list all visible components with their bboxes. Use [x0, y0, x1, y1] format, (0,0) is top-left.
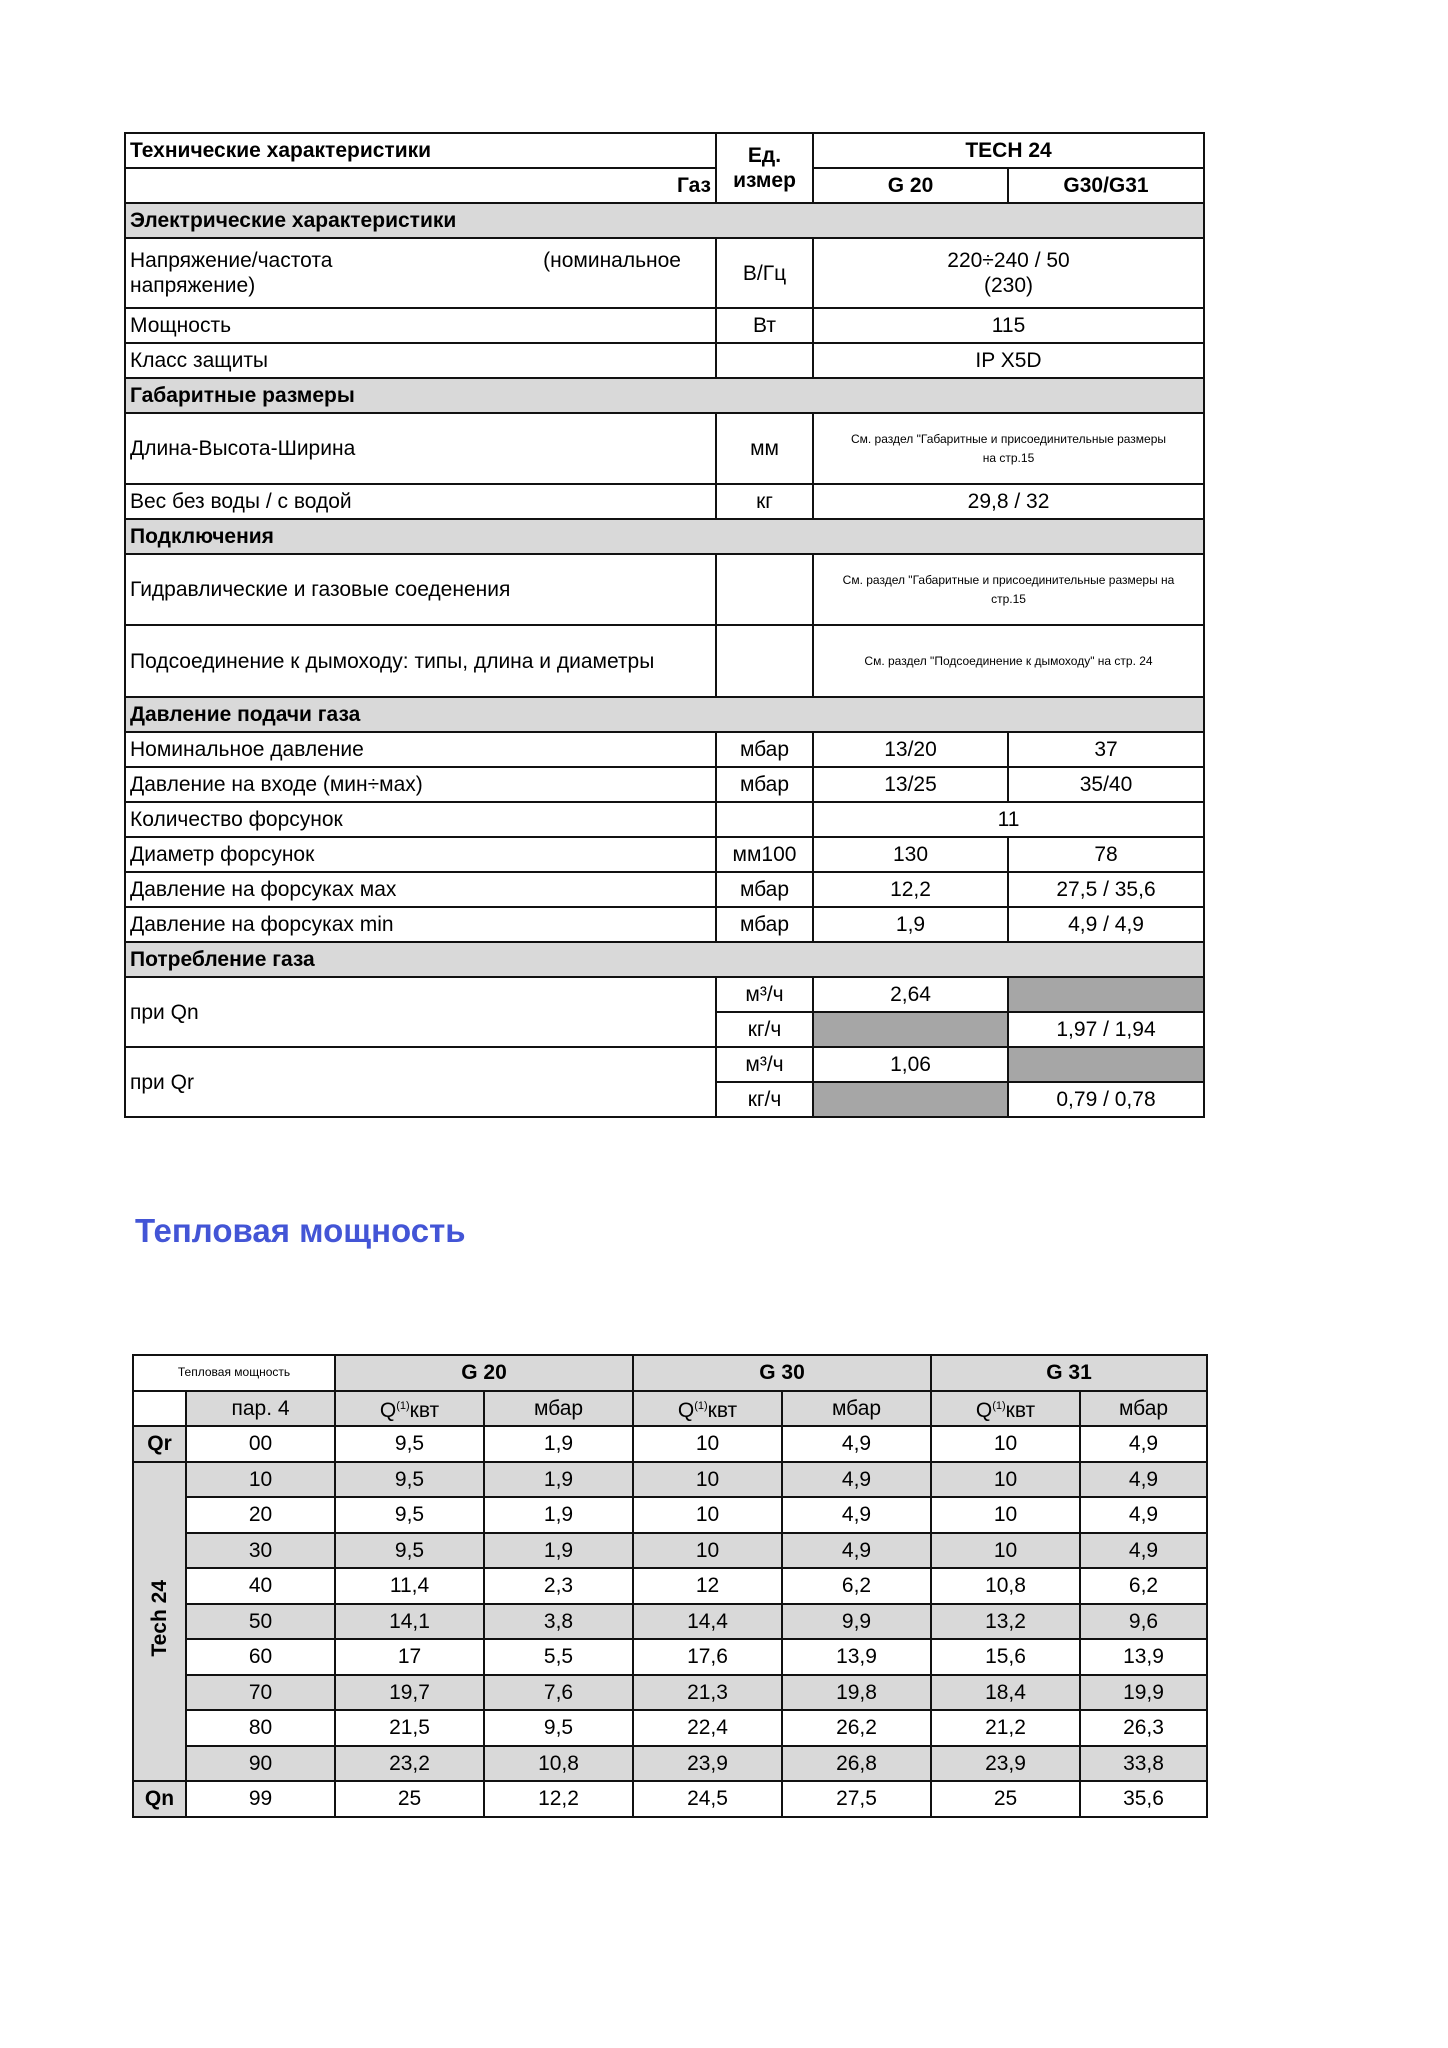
row-size-unit: мм: [716, 413, 813, 484]
voltage-label-c: напряжение): [130, 274, 256, 297]
row-qn-label: при Qn: [125, 977, 716, 1047]
heat-cell: 10: [931, 1462, 1080, 1498]
hydraulic-value-a: См. раздел "Габаритные и присоединительные размеры на: [842, 572, 1175, 587]
row-nozzles-unit: [716, 802, 813, 837]
heat-cell: 00: [186, 1426, 335, 1462]
heat-cell: 23,9: [633, 1746, 782, 1782]
heat-gas-g20: G 20: [335, 1355, 633, 1391]
heat-cell: 6,2: [1080, 1568, 1207, 1604]
heat-row: [133, 1426, 1207, 1462]
row-qn-g20-empty: [813, 1012, 1008, 1047]
row-hydraulic-value: [813, 554, 1204, 625]
row-voltage-label: [125, 238, 716, 308]
heat-cell: 10,8: [484, 1746, 633, 1782]
heat-cell: 9,5: [484, 1710, 633, 1746]
heat-q-g30: [633, 1391, 782, 1427]
row-flue-value: См. раздел "Подсоединение к дымоходу" на стр. 24: [813, 625, 1204, 697]
heat-cell: 13,9: [1080, 1639, 1207, 1675]
heat-cell: 22,4: [633, 1710, 782, 1746]
voltage-label-a: Напряжение/частота: [130, 249, 333, 272]
header-gas1: G 20: [813, 168, 1008, 203]
heat-corner: Тепловая мощность: [133, 1355, 335, 1391]
heat-cell: 3,8: [484, 1604, 633, 1640]
heat-cell: 10,8: [931, 1568, 1080, 1604]
heat-row: [133, 1781, 1207, 1817]
row-nominal-g30: 37: [1008, 732, 1204, 767]
row-qn-unit2: кг/ч: [716, 1012, 813, 1047]
row-nozzle-min-label: Давление на форсуках min: [125, 907, 716, 942]
heat-cell: 23,9: [931, 1746, 1080, 1782]
row-qn-g20: 2,64: [813, 977, 1008, 1012]
q-unit: квт: [409, 1398, 440, 1422]
heat-cell: 17: [335, 1639, 484, 1675]
q-sup: (1): [396, 1399, 410, 1412]
heat-cell: 10: [633, 1533, 782, 1569]
q-unit: квт: [707, 1398, 738, 1422]
row-flue-unit: [716, 625, 813, 697]
heat-cell: 40: [186, 1568, 335, 1604]
row-qr-g20-empty: [813, 1082, 1008, 1117]
heat-cell: 10: [931, 1426, 1080, 1462]
heat-side-model-label: Tech 24: [148, 1579, 171, 1657]
section-connections: Подключения: [125, 519, 1204, 554]
row-qr-label: при Qr: [125, 1047, 716, 1117]
heat-cell: 23,2: [335, 1746, 484, 1782]
q-label: Q: [975, 1398, 993, 1422]
heat-row: [133, 1746, 1207, 1782]
row-nominal-label: Номинальное давление: [125, 732, 716, 767]
row-voltage-unit: В/Гц: [716, 238, 813, 308]
row-nominal-unit: мбар: [716, 732, 813, 767]
heat-table: [132, 1354, 1208, 1818]
heat-cell: 26,8: [782, 1746, 931, 1782]
heat-cell: 20: [186, 1497, 335, 1533]
heat-cell: 19,8: [782, 1675, 931, 1711]
row-size-value: [813, 413, 1204, 484]
heat-cell: 10: [186, 1462, 335, 1498]
heat-row: [133, 1533, 1207, 1569]
spec-table: [124, 132, 1205, 1118]
heat-cell: 9,6: [1080, 1604, 1207, 1640]
heat-row: [133, 1604, 1207, 1640]
voltage-value-a: 220÷240 / 50: [947, 249, 1070, 272]
heat-cell: 4,9: [782, 1533, 931, 1569]
heat-cell: 9,5: [335, 1533, 484, 1569]
heat-cell: 26,3: [1080, 1710, 1207, 1746]
heat-cell: 10: [931, 1533, 1080, 1569]
heat-cell: 90: [186, 1746, 335, 1782]
heat-side-qr: Qr: [133, 1426, 186, 1462]
header-title: Технические характеристики: [125, 133, 716, 168]
row-qn-unit1: м³/ч: [716, 977, 813, 1012]
row-qr-unit1: м³/ч: [716, 1047, 813, 1082]
row-qn-g30: 1,97 / 1,94: [1008, 1012, 1204, 1047]
header-gas2: G30/G31: [1008, 168, 1204, 203]
row-nozzle-max-unit: мбар: [716, 872, 813, 907]
row-nozzle-max-label: Давление на форсуках мах: [125, 872, 716, 907]
row-diameter-unit: мм100: [716, 837, 813, 872]
row-inlet-g30: 35/40: [1008, 767, 1204, 802]
heat-cell: 11,4: [335, 1568, 484, 1604]
heat-row: [133, 1497, 1207, 1533]
section-dimensions: Габаритные размеры: [125, 378, 1204, 413]
heat-cell: 7,6: [484, 1675, 633, 1711]
row-hydraulic-label: Гидравлические и газовые соеденения: [125, 554, 716, 625]
heat-body: [133, 1426, 1207, 1817]
heat-cell: 21,5: [335, 1710, 484, 1746]
row-protection-value: IP X5D: [813, 343, 1204, 378]
row-diameter-g20: 130: [813, 837, 1008, 872]
row-inlet-unit: мбар: [716, 767, 813, 802]
heat-cell: 6,2: [782, 1568, 931, 1604]
heat-cell: 13,9: [782, 1639, 931, 1675]
heat-row: [133, 1710, 1207, 1746]
row-voltage-value: [813, 238, 1204, 308]
row-hydraulic-unit: [716, 554, 813, 625]
heat-cell: 14,4: [633, 1604, 782, 1640]
row-diameter-g30: 78: [1008, 837, 1204, 872]
heat-cell: 99: [186, 1781, 335, 1817]
row-nozzle-min-g20: 1,9: [813, 907, 1008, 942]
row-size-label: Длина-Высота-Ширина: [125, 413, 716, 484]
row-weight-value: 29,8 / 32: [813, 484, 1204, 519]
heat-cell: 33,8: [1080, 1746, 1207, 1782]
heat-cell: 4,9: [782, 1426, 931, 1462]
header-unit-line2: измер: [733, 169, 796, 192]
heat-cell: 60: [186, 1639, 335, 1675]
heat-side-model: [133, 1462, 186, 1782]
heat-cell: 12: [633, 1568, 782, 1604]
row-protection-unit: [716, 343, 813, 378]
heat-cell: 70: [186, 1675, 335, 1711]
heat-cell: 9,5: [335, 1426, 484, 1462]
heat-cell: 17,6: [633, 1639, 782, 1675]
heat-cell: 24,5: [633, 1781, 782, 1817]
size-value-b: на стр.15: [982, 450, 1035, 465]
heat-cell: 35,6: [1080, 1781, 1207, 1817]
heat-cell: 30: [186, 1533, 335, 1569]
heat-cell: 4,9: [782, 1497, 931, 1533]
heat-cell: 12,2: [484, 1781, 633, 1817]
row-weight-unit: кг: [716, 484, 813, 519]
size-value-a: См. раздел "Габаритные и присоединительные размеры: [850, 431, 1167, 446]
heat-cell: 19,7: [335, 1675, 484, 1711]
row-qr-g30-empty: [1008, 1047, 1204, 1082]
row-nozzle-min-g30: 4,9 / 4,9: [1008, 907, 1204, 942]
voltage-value-b: (230): [983, 274, 1034, 297]
heat-mbar-g20: мбар: [484, 1391, 633, 1427]
row-qn-g30-empty: [1008, 977, 1204, 1012]
heat-cell: 9,9: [782, 1604, 931, 1640]
row-power-value: 115: [813, 308, 1204, 343]
header-unit-line1: Ед.: [747, 144, 782, 167]
heat-row: [133, 1639, 1207, 1675]
heat-q-g31: [931, 1391, 1080, 1427]
heat-cell: 1,9: [484, 1497, 633, 1533]
heat-cell: 15,6: [931, 1639, 1080, 1675]
row-qr-g30: 0,79 / 0,78: [1008, 1082, 1204, 1117]
heat-cell: 10: [633, 1462, 782, 1498]
row-protection-label: Класс защиты: [125, 343, 716, 378]
q-sup: (1): [694, 1399, 708, 1412]
q-label: Q: [379, 1398, 397, 1422]
heat-q-g20: [335, 1391, 484, 1427]
heat-side-qn: Qn: [133, 1781, 186, 1817]
heat-cell: 2,3: [484, 1568, 633, 1604]
heat-cell: 9,5: [335, 1497, 484, 1533]
row-qr-unit2: кг/ч: [716, 1082, 813, 1117]
heat-title: Тепловая мощность: [135, 1212, 466, 1249]
row-weight-label: Вес без воды / с водой: [125, 484, 716, 519]
heat-cell: 25: [931, 1781, 1080, 1817]
heat-cell: 13,2: [931, 1604, 1080, 1640]
heat-cell: 27,5: [782, 1781, 931, 1817]
section-gas-pressure: Давление подачи газа: [125, 697, 1204, 732]
hydraulic-value-b: стр.15: [991, 591, 1026, 606]
heat-cell: 9,5: [335, 1462, 484, 1498]
row-flue-label: Подсоединение к дымоходу: типы, длина и диаметры: [125, 625, 716, 697]
row-diameter-label: Диаметр форсунок: [125, 837, 716, 872]
heat-cell: 80: [186, 1710, 335, 1746]
heat-cell: 26,2: [782, 1710, 931, 1746]
q-unit: квт: [1005, 1398, 1036, 1422]
heat-cell: 1,9: [484, 1533, 633, 1569]
heat-cell: 5,5: [484, 1639, 633, 1675]
heat-cell: 1,9: [484, 1426, 633, 1462]
heat-cell: 21,2: [931, 1710, 1080, 1746]
heat-cell: 4,9: [1080, 1497, 1207, 1533]
section-electrical: Электрические характеристики: [125, 203, 1204, 238]
heat-mbar-g30: мбар: [782, 1391, 931, 1427]
header-unit: [716, 133, 813, 203]
heat-cell: 10: [633, 1497, 782, 1533]
heat-cell: 10: [633, 1426, 782, 1462]
heat-cell: 4,9: [1080, 1533, 1207, 1569]
heat-cell: 25: [335, 1781, 484, 1817]
heat-gas-g30: G 30: [633, 1355, 931, 1391]
q-label: Q: [677, 1398, 695, 1422]
heat-gas-g31: G 31: [931, 1355, 1207, 1391]
heat-cell: 4,9: [1080, 1462, 1207, 1498]
row-power-unit: Вт: [716, 308, 813, 343]
row-nozzles-label: Количество форсунок: [125, 802, 716, 837]
heat-cell: 10: [931, 1497, 1080, 1533]
header-gas-label: Газ: [125, 168, 716, 203]
heat-cell: 14,1: [335, 1604, 484, 1640]
section-gas-consumption: Потребление газа: [125, 942, 1204, 977]
row-nominal-g20: 13/20: [813, 732, 1008, 767]
heat-cell: 4,9: [782, 1462, 931, 1498]
heat-cell: 4,9: [1080, 1426, 1207, 1462]
heat-cell: 21,3: [633, 1675, 782, 1711]
q-sup: (1): [992, 1399, 1006, 1412]
heat-mbar-g31: мбар: [1080, 1391, 1207, 1427]
row-inlet-label: Давление на входе (мин÷мах): [125, 767, 716, 802]
heat-blank: [133, 1391, 186, 1427]
row-qr-g20: 1,06: [813, 1047, 1008, 1082]
row-nozzle-max-g20: 12,2: [813, 872, 1008, 907]
row-power-label: Мощность: [125, 308, 716, 343]
voltage-label-b: (номинальное: [543, 249, 681, 272]
heat-param: пар. 4: [186, 1391, 335, 1427]
row-nozzle-max-g30: 27,5 / 35,6: [1008, 872, 1204, 907]
row-nozzle-min-unit: мбар: [716, 907, 813, 942]
row-inlet-g20: 13/25: [813, 767, 1008, 802]
heat-cell: 50: [186, 1604, 335, 1640]
row-nozzles-value: 11: [813, 802, 1204, 837]
heat-cell: 1,9: [484, 1462, 633, 1498]
heat-row: [133, 1675, 1207, 1711]
heat-row: [133, 1568, 1207, 1604]
heat-cell: 19,9: [1080, 1675, 1207, 1711]
heat-cell: 18,4: [931, 1675, 1080, 1711]
heat-row: [133, 1462, 1207, 1498]
header-model: TECH 24: [813, 133, 1204, 168]
